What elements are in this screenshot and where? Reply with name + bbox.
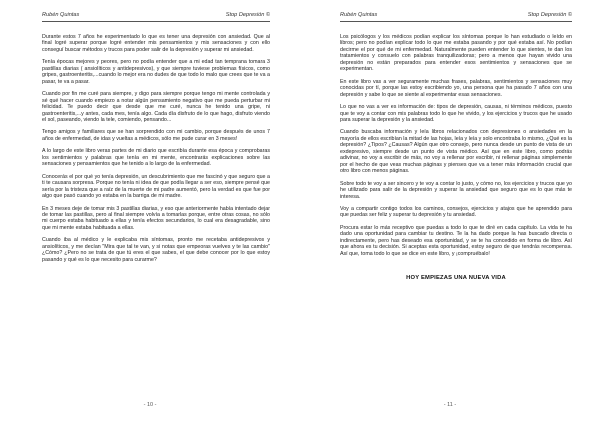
paragraph: Cuando buscaba información y leía libros relacionados con depresiones o ansiedades en la mayoría de ellos escribían la mitad de las hojas, leía y leía y solo encontraba lo mismo, ¿Qué es la depresión? ¿Tipos? ¿Causas? Algún que otro consejo, pero nunca desde un punto de vista de un exdepresivo, siempre desde un punto de vista médico. Así que en este libro, como podrás adivinar, no voy a escribir de más, no voy a rellenar por escribir, ni rellenar páginas simplemente por el hecho de que veas muchas páginas y pienses que va a tener más información crucial que otro libro con menos páginas.: [340, 129, 573, 175]
right-page: [300, 0, 600, 424]
page-body: [340, 34, 572, 281]
header-title: Stop Depresión ©: [225, 12, 270, 18]
paragraph: Tengo amigos y familiares que se han sorprendido con mi cambio, porque después de unos 7 años de enfermedad, de idas y vueltas a médicos, sólo me pude curar en 3 meses!: [42, 129, 270, 142]
header-author: Rubén Quintas: [340, 12, 378, 18]
page-number: - 11 -: [443, 402, 457, 408]
paragraph: Los psicólogos y los médicos podían explicar los síntomas porque lo han estudiado o leído en libros; pero no podían explicar todo lo que me estaba pasando y por qué estaba así. No podían decirme el por qué de mi enfermedad. Naturalmente pueden entender lo que sientes, te dan los tratamientos y consuelo con palabras tranquilizadoras; pero a menos que hayan vivido una depresión no están preparados para entender esos sentimientos y sensaciones que se experimentan.: [340, 34, 572, 73]
page-number: - 10 -: [143, 402, 157, 408]
paragraph: Procura estar lo más receptivo que puedas a todo lo que te diré en cada capítulo. La vida te ha dado una oportunidad para cambiar tu destino. Te la ha dado porque la has buscado directa o indirectamente, pero has deseado esa oportunidad, y se te ha concedido en forma de libro. Así que ahora es tu decisión. Si aceptas esta oportunidad, estoy seguro de que tendrás recompensa. Así que, toma todo lo que se dice en este libro, y ¡compruébalo!: [340, 224, 572, 257]
paragraph: Sobre todo te voy a ser sincero y te voy a contar lo justo, y cómo no, los ejercicios y trucos que yo he utilizado para salir de la depresión y superar la ansiedad que seguro que es lo que más te interesa.: [340, 180, 572, 200]
page-body: [42, 34, 270, 263]
page-header: [42, 12, 270, 22]
paragraph: Tenía épocas mejores y peores, pero no podía entender que a mi edad tan temprana tomara 3 pastillas diarias ( ansiolíticos y antidepresivos), y que siempre tuviese problemas físicos, como gripes, gastroenteritis,...cuando lo mejor era no dudes de que todo lo malo que crees que te va a pasar, te va a pasar.: [42, 59, 270, 85]
paragraph: Cuando por fin me curé para siempre, y digo para siempre porque tengo mi mente controlada y sé qué hacer cuando empiezo a notar algún pensamiento negativo que me pueda perturbar mi felicidad. Te puedo decir que desde que me curé, nunca he tenido una gripe, ni gastroenteritis,...y antes, cada mes, tenía algo. Cada día disfruto de lo que hago, disfruto viendo el sol, paseando, viendo la tele, comiendo, pensando...: [42, 91, 270, 123]
paragraph: A lo largo de este libro veras partes de mi diario que escribía durante esa época y comprobaras los sentimientos y palabras que tenía en mi mente, encontrarás explicaciones sobre las sensaciones y pensamientos que he tenido a lo largo de la enfermedad.: [42, 148, 270, 168]
paragraph: Cuando iba al médico y le explicaba mis síntomas, pronto me recetaba antidepresivos y ansiolíticos, y me decían "Mira que tal te van, y si notas que empeoras vuelves y te las cambio" ¿Cómo? ¿Pero no se trata de que tú eres el que sabes, el que debe conocer por lo que estoy pasando y qué es lo que necesito para curarme?: [42, 237, 270, 263]
page-header: [340, 12, 572, 22]
closing-heading: HOY EMPIEZAS UNA NUEVA VIDA: [406, 275, 506, 282]
paragraph: Lo que no vas a ver es información de: tipos de depresión, causas, ni términos médicos, puesto que te voy a contar con mis palabras todo lo que he vivido, y los ejercicios y trucos que he usado para superar la depresión y la ansiedad.: [340, 104, 572, 123]
header-author: Rubén Quintas: [42, 12, 80, 18]
paragraph: Voy a compartir contigo todos los caminos, consejos, ejercicios y atajos que he aprendido para que puedas ser feliz y superar tu depresión y tu ansiedad.: [340, 205, 572, 219]
paragraph: En este libro vas a ver seguramente muchas frases, palabras, sentimientos y sensaciones muy conocidas por tí, porque las estoy escribiendo yo, una persona que ha pasado 7 años con una depresión y sabe lo que se siente al experimentar esas sensaciones.: [340, 78, 572, 98]
header-title: Stop Depresión ©: [527, 12, 572, 18]
paragraph: Durante estos 7 años he experimentado lo que es tener una depresión con ansiedad. Que al final logré superar porque logré entender mis pensamientos y mis sensaciones y con ello conseguí buscar métodos y trucos para poder salir de la depresión y superar mi ansiedad.: [42, 34, 270, 53]
paragraph: Conocerás el por qué yo tenía depresión, un descubrimiento que me fascinó y que seguro que a ti te causara sorpresa. Porque no tenía ni idea de que podía llegar a ser eso, siempre pensé que sería por la tristeza que a raíz de la muerte de mi padre aumentó, pero la verdad es que fue por algo que pasó cuando yo estaba en la barriga de mi madre.: [42, 173, 270, 200]
paragraph: En 3 meses deje de tomar mis 3 pastillas diarias, y eso que anteriormente había intentado dejar de tomar las pastillas, pero al final siempre volvía a tomarlas porque, entre otras cosas, no sólo mi cuerpo estaba habituado a ellas y tenía efectos secundarios, lo cual era desagradable, sino que mi mente estaba habituada a ellas.: [42, 205, 270, 231]
